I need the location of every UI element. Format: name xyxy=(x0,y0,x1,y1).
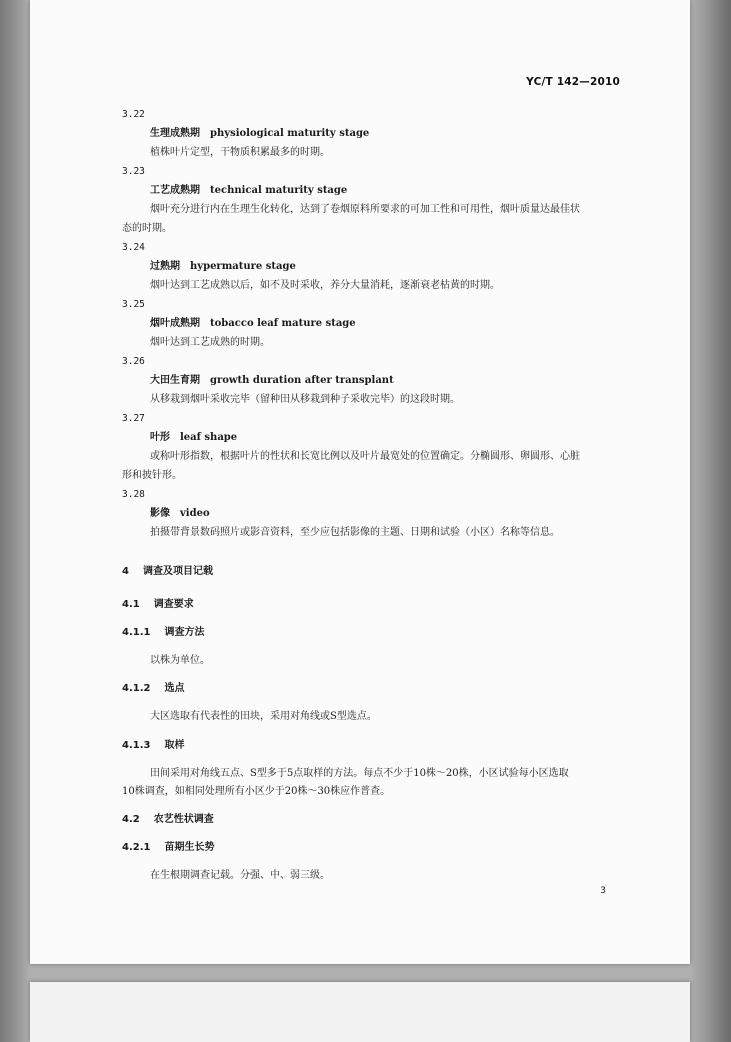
term-heading xyxy=(150,318,356,330)
term-number: 3.28 xyxy=(122,489,145,500)
section-heading xyxy=(122,566,213,578)
term-zh: 叶形 xyxy=(150,432,170,443)
term-heading xyxy=(150,432,237,444)
page-number: 3 xyxy=(600,886,606,896)
term-heading xyxy=(150,375,394,387)
term-definition: 烟叶达到工艺成熟以后，如不及时采收，养分大量消耗，逐渐衰老枯黄的时期。 xyxy=(150,280,500,291)
section-title: 取样 xyxy=(164,740,185,751)
section-body-cont: 10株调查，如相同处理所有小区少于20株～30株应作普查。 xyxy=(122,786,391,797)
section-number: 4.1 xyxy=(122,599,140,610)
section-heading xyxy=(122,599,194,611)
section-body: 以株为单位。 xyxy=(150,655,210,666)
section-title: 农艺性状调查 xyxy=(153,814,214,825)
term-number: 3.25 xyxy=(122,299,145,310)
term-heading xyxy=(150,128,369,140)
term-en: hypermature stage xyxy=(190,261,296,272)
section-title: 选点 xyxy=(164,683,185,694)
section-heading xyxy=(122,683,184,695)
section-heading xyxy=(122,740,184,752)
section-number: 4.2 xyxy=(122,814,140,825)
section-body: 田间采用对角线五点、S型多于5点取样的方法。每点不少于10株～20株，小区试验每小区选取 xyxy=(150,768,569,779)
term-definition: 从移栽到烟叶采收完毕（留种田从移栽到种子采收完毕）的这段时期。 xyxy=(150,394,460,405)
term-definition: 或称叶形指数，根据叶片的性状和长宽比例以及叶片最宽处的位置确定。分椭圆形、卵圆形、心脏 xyxy=(150,451,580,462)
term-number: 3.26 xyxy=(122,356,145,367)
term-definition: 烟叶充分进行内在生理生化转化，达到了卷烟原料所要求的可加工性和可用性，烟叶质量达最佳状 xyxy=(150,204,580,215)
section-number: 4.1.1 xyxy=(122,627,151,638)
document-page xyxy=(30,0,690,964)
term-en: growth duration after transplant xyxy=(210,375,394,386)
section-body: 在生根期调查记载。分强、中、弱三级。 xyxy=(150,870,330,881)
standard-code-header: YC/T 142—2010 xyxy=(526,76,620,88)
term-en: video xyxy=(180,508,210,519)
section-title: 调查及项目记载 xyxy=(142,566,213,577)
term-number: 3.23 xyxy=(122,166,145,177)
term-number: 3.24 xyxy=(122,242,145,253)
term-en: tobacco leaf mature stage xyxy=(210,318,356,329)
term-heading xyxy=(150,508,210,520)
term-en: physiological maturity stage xyxy=(210,128,370,139)
term-en: leaf shape xyxy=(180,432,238,443)
section-number: 4.1.2 xyxy=(122,683,151,694)
term-zh: 大田生育期 xyxy=(150,375,200,386)
term-definition-cont: 态的时期。 xyxy=(122,223,172,234)
section-title: 苗期生长势 xyxy=(164,842,215,853)
term-definition: 拍摄带背景数码照片或影音资料，至少应包括影像的主题、日期和试验（小区）名称等信息。 xyxy=(150,527,560,538)
term-definition: 烟叶达到工艺成熟的时期。 xyxy=(150,337,270,348)
term-number: 3.22 xyxy=(122,109,145,120)
section-title: 调查方法 xyxy=(164,627,205,638)
section-heading xyxy=(122,627,204,639)
section-body: 大区选取有代表性的田块，采用对角线或S型选点。 xyxy=(150,711,377,722)
next-page-edge xyxy=(30,982,690,1042)
section-heading xyxy=(122,842,214,854)
term-definition: 植株叶片定型，干物质积累最多的时期。 xyxy=(150,147,330,158)
term-en: technical maturity stage xyxy=(210,185,348,196)
section-number: 4.2.1 xyxy=(122,842,151,853)
term-zh: 影像 xyxy=(150,508,170,519)
section-number: 4.1.3 xyxy=(122,740,151,751)
section-title: 调查要求 xyxy=(153,599,194,610)
term-heading xyxy=(150,261,296,273)
term-zh: 生理成熟期 xyxy=(150,128,200,139)
term-definition-cont: 形和披针形。 xyxy=(122,470,182,481)
term-zh: 工艺成熟期 xyxy=(150,185,200,196)
section-number: 4 xyxy=(122,566,129,577)
term-heading xyxy=(150,185,347,197)
term-number: 3.27 xyxy=(122,413,145,424)
term-zh: 烟叶成熟期 xyxy=(150,318,200,329)
section-heading xyxy=(122,814,214,826)
term-zh: 过熟期 xyxy=(150,261,180,272)
